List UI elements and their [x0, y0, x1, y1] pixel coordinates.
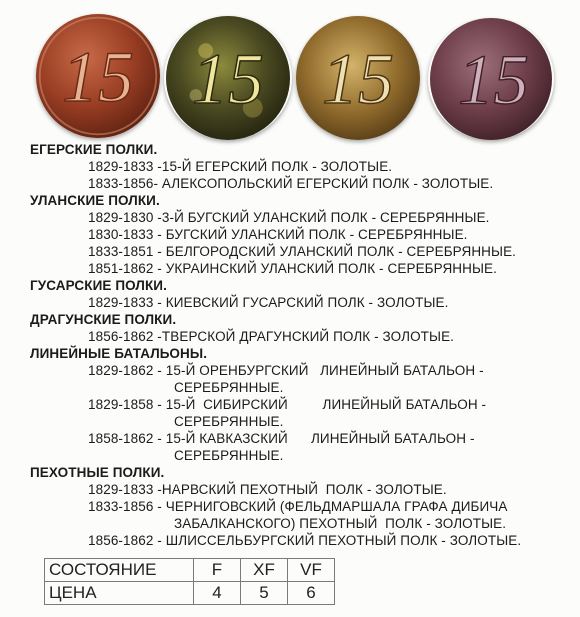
button-3-number: 15 — [322, 38, 394, 119]
table-cell: XF — [241, 559, 288, 582]
table-cell: F — [194, 559, 241, 582]
button-photo-2 — [164, 16, 292, 140]
section-title: ЕГЕРСКИЕ ПОЛКИ. — [30, 142, 158, 157]
list-item-continuation: СЕРЕБРЯННЫЕ. — [174, 448, 284, 463]
list-item: 1833-1856 - ЧЕРНИГОВСКИЙ (ФЕЛЬДМАРШАЛА ГРАФА ДИБИЧА — [88, 499, 508, 514]
button-1-graphic — [36, 14, 160, 138]
button-4-graphic — [428, 18, 554, 140]
table-cell: VF — [288, 559, 335, 582]
list-item: 1829-1830 -3-Й БУГСКИЙ УЛАНСКИЙ ПОЛК - СЕРЕБРЯННЫЕ. — [88, 210, 490, 225]
list-item: 1851-1862 - УКРАИНСКИЙ УЛАНСКИЙ ПОЛК - СЕРЕБРЯННЫЕ. — [88, 261, 497, 276]
button-2-number: 15 — [192, 38, 264, 119]
table-cell: СОСТОЯНИЕ — [45, 559, 194, 582]
section-title: ПЕХОТНЫЕ ПОЛКИ. — [30, 465, 165, 480]
button-photo-3 — [296, 16, 420, 140]
list-item: 1830-1833 - БУГСКИЙ УЛАНСКИЙ ПОЛК - СЕРЕБРЯННЫЕ. — [88, 227, 468, 242]
list-item-continuation: ЗАБАЛКАНСКОГО) ПЕХОТНЫЙ ПОЛК - ЗОЛОТЫЕ. — [174, 516, 507, 531]
section-title: ДРАГУНСКИЕ ПОЛКИ. — [30, 312, 177, 327]
button-photo-1 — [36, 14, 160, 138]
list-item: 1829-1833 -15-Й ЕГЕРСКИЙ ПОЛК - ЗОЛОТЫЕ. — [88, 159, 393, 174]
button-3-graphic — [296, 16, 420, 140]
list-item: 1833-1851 - БЕЛГОРОДСКИЙ УЛАНСКИЙ ПОЛК - СЕРЕБРЯННЫЕ. — [88, 244, 517, 259]
section-title: ЛИНЕЙНЫЕ БАТАЛЬОНЫ. — [30, 346, 208, 361]
list-item-continuation: СЕРЕБРЯННЫЕ. — [174, 380, 284, 395]
section-title: ГУСАРСКИЕ ПОЛКИ. — [30, 278, 167, 293]
buttons-photo-row — [0, 0, 580, 140]
table-row — [45, 559, 335, 582]
table-cell: 4 — [194, 582, 241, 605]
button-photo-4 — [428, 18, 554, 140]
table-cell: ЦЕНА — [45, 582, 194, 605]
list-item: 1829-1862 - 15-Й ОРЕНБУРГСКИЙ ЛИНЕЙНЫЙ БАТАЛЬОН - — [88, 363, 484, 378]
list-item-continuation: СЕРЕБРЯННЫЕ. — [174, 414, 284, 429]
grade-price-table — [44, 558, 335, 605]
list-item: 1858-1862 - 15-Й КАВКАЗСКИЙ ЛИНЕЙНЫЙ БАТАЛЬОН - — [88, 431, 475, 446]
button-4-number: 15 — [458, 41, 529, 120]
table-cell: 5 — [241, 582, 288, 605]
list-item: 1829-1833 -НАРВСКИЙ ПЕХОТНЫЙ ПОЛК - ЗОЛОТЫЕ. — [88, 482, 447, 497]
list-item: 1829-1858 - 15-Й СИБИРСКИЙ ЛИНЕЙНЫЙ БАТАЛЬОН - — [88, 397, 487, 412]
button-1-number: 15 — [62, 36, 134, 117]
button-2-graphic — [164, 16, 292, 140]
list-item: 1829-1833 - КИЕВСКИЙ ГУСАРСКИЙ ПОЛК - ЗОЛОТЫЕ. — [88, 295, 449, 310]
list-item: 1856-1862 - ШЛИССЕЛЬБУРГСКИЙ ПЕХОТНЫЙ ПОЛК - ЗОЛОТЫЕ. — [88, 533, 522, 548]
section-title: УЛАНСКИЕ ПОЛКИ. — [30, 193, 160, 208]
table-cell: 6 — [288, 582, 335, 605]
list-item: 1856-1862 -ТВЕРСКОЙ ДРАГУНСКИЙ ПОЛК - ЗОЛОТЫЕ. — [88, 329, 455, 344]
list-item: 1833-1856- АЛЕКСОПОЛЬСКИЙ ЕГЕРСКИЙ ПОЛК - ЗОЛОТЫЕ. — [88, 176, 494, 191]
table-row — [45, 582, 335, 605]
